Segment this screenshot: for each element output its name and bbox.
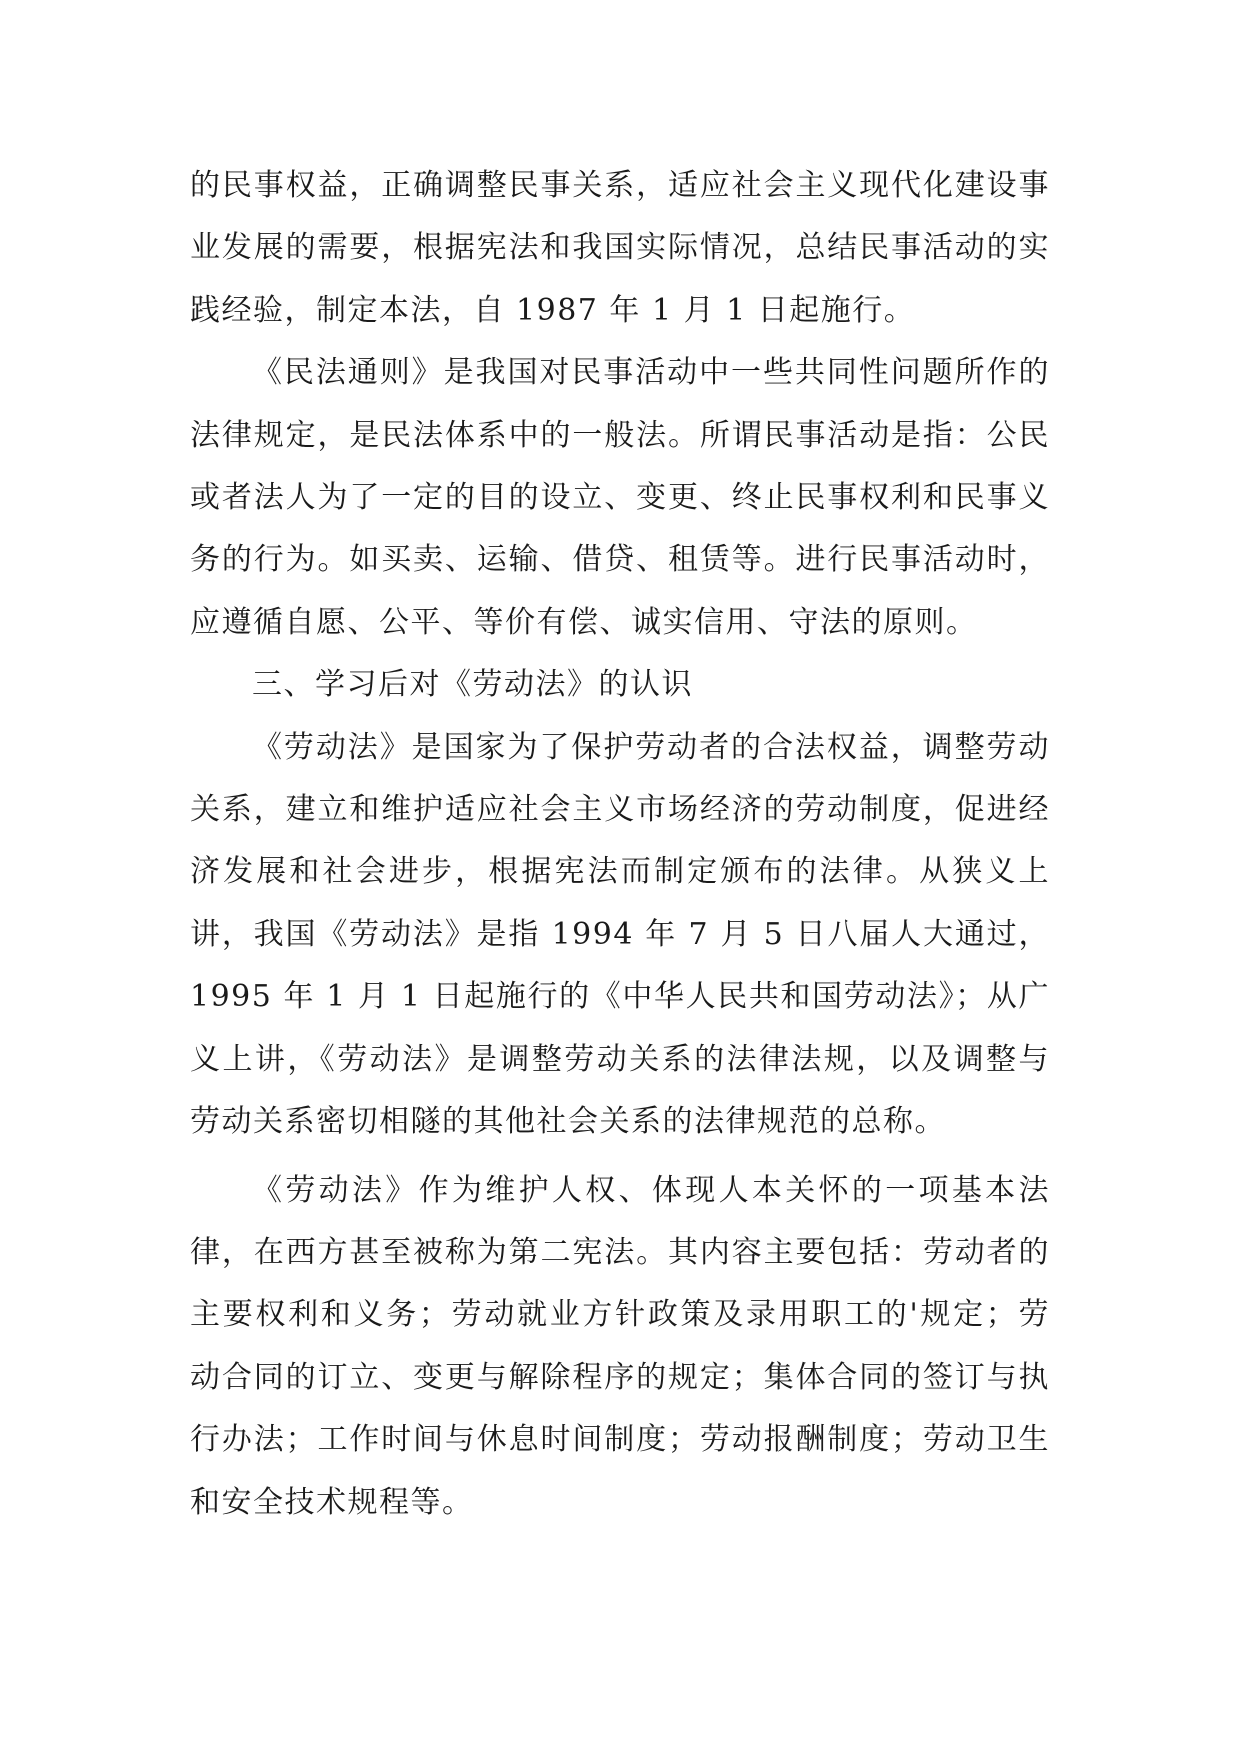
- paragraph-civil-rights-continuation: 的民事权益，正确调整民事关系，适应社会主义现代化建设事业发展的需要，根据宪法和我国实际情况，总结民事活动的实践经验，制定本法，自 1987 年 1 月 1 日起施行。: [190, 168, 1050, 328]
- document-body: [190, 155, 1050, 1534]
- section-heading-labor-law: 三、学习后对《劳动法》的认识: [252, 667, 693, 703]
- paragraph-labor-law-content: 《劳动法》作为维护人权、体现人本关怀的一项基本法律，在西方甚至被称为第二宪法。其内容主要包括：劳动者的主要权利和义务；劳动就业方针政策及录用职工的'规定；劳动合同的订立、变更与解除程序的规定；集体合同的签订与执行办法；工作时间与休息时间制度；劳动报酬制度；劳动卫生和安全技术规程等。: [190, 1172, 1050, 1520]
- paragraph-general-principles-civil-law: 《民法通则》是我国对民事活动中一些共同性问题所作的法律规定，是民法体系中的一般法。所谓民事活动是指：公民或者法人为了一定的目的设立、变更、终止民事权利和民事义务的行为。如买卖、运输、借贷、租赁等。进行民事活动时，应遵循自愿、公平、等价有偿、诚实信用、守法的原则。: [190, 355, 1050, 640]
- paragraph-labor-law-definition: 《劳动法》是国家为了保护劳动者的合法权益，调整劳动关系，建立和维护适应社会主义市场经济的劳动制度，促进经济发展和社会进步，根据宪法而制定颁布的法律。从狭义上讲，我国《劳动法》是指 1994 年 7 月 5 日八届人大通过，1995 年 1 月 1 日起施行的《中华人民共和国劳动法》；从广义上讲，《劳动法》是调整劳动关系的法律法规，以及调整与劳动关系密切相隧的其他社会关系的法律规范的总称。: [190, 729, 1050, 1140]
